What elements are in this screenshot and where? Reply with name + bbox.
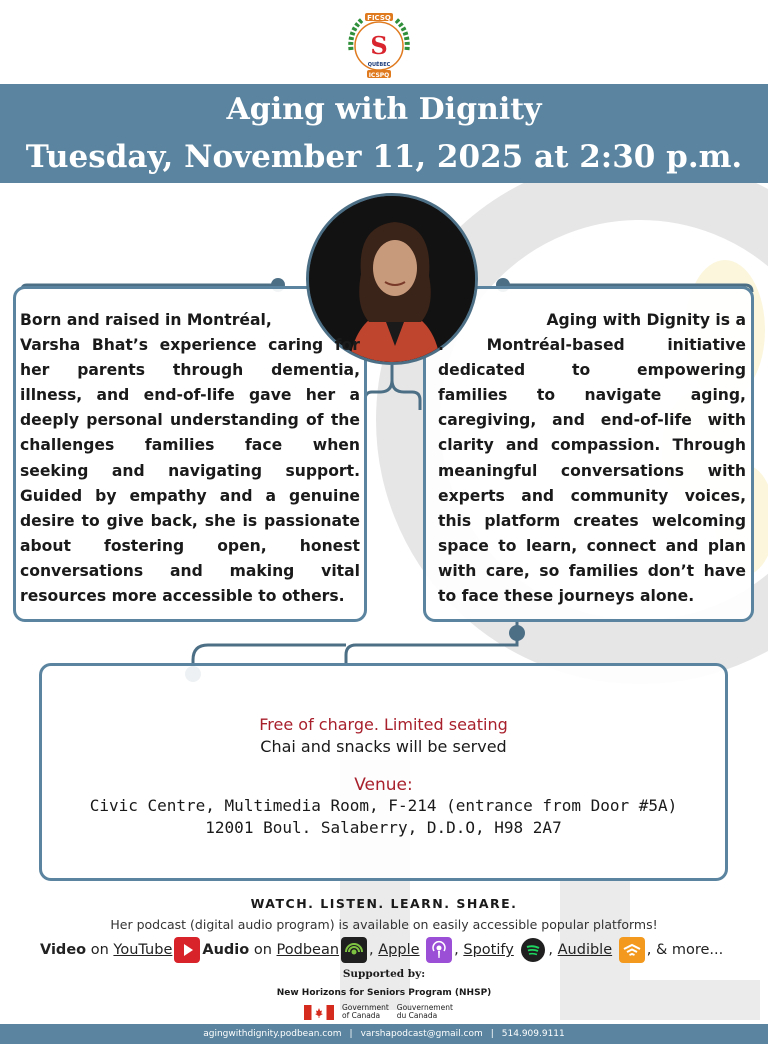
on-text: on xyxy=(249,942,277,958)
more-platforms: , & more... xyxy=(646,942,724,958)
apple-podcasts-icon[interactable] xyxy=(426,937,452,963)
bio-line: Born and raised in Montréal, xyxy=(20,311,272,329)
svg-text:QUÉBEC: QUÉBEC xyxy=(367,62,391,68)
supported-by-label: Supported by: xyxy=(342,968,426,980)
bio-line: her parents through dementia, xyxy=(20,361,360,380)
bio-line: illness, and end-of-life gave her a xyxy=(20,386,360,405)
youtube-icon[interactable] xyxy=(174,937,200,963)
podbean-icon[interactable] xyxy=(341,937,367,963)
event-info-box xyxy=(39,663,728,881)
bio-line: Varsha Bhat’s experience caring for xyxy=(20,336,360,355)
bio-line: Guided by empathy and a genuine xyxy=(20,486,360,505)
tagline: WATCH. LISTEN. LEARN. SHARE. xyxy=(250,896,518,911)
audible-icon[interactable] xyxy=(619,937,645,963)
footer-email[interactable]: varshapodcast@gmail.com xyxy=(360,1029,483,1039)
bio-line: seeking and navigating support. xyxy=(20,461,360,480)
venue-label: Venue: xyxy=(354,775,413,795)
footer-phone[interactable]: 514.909.9111 xyxy=(501,1029,565,1039)
bio-line: resources more accessible to others. xyxy=(20,587,345,606)
spotify-link[interactable]: Spotify xyxy=(463,942,514,958)
initiative-line: to face these journeys alone. xyxy=(438,587,695,606)
initiative-line: clarity and compassion. Through xyxy=(438,436,746,455)
bio-paragraph xyxy=(20,308,360,609)
initiative-line: space to learn, connect and plan xyxy=(438,536,746,555)
initiative-line: dedicated to empowering xyxy=(438,361,746,380)
event-title: Aging with Dignity xyxy=(226,92,542,127)
initiative-line: caregiving, and end-of-life with xyxy=(438,411,746,430)
government-of-canada-signature xyxy=(304,1002,453,1022)
initiative-line: this platform creates welcoming xyxy=(438,511,746,530)
svg-text:FICSQ: FICSQ xyxy=(367,14,391,22)
initiative-line: experts and community voices, xyxy=(438,486,746,505)
footer-website[interactable]: agingwithdignity.podbean.com xyxy=(203,1029,342,1039)
ficsq-logo xyxy=(343,10,415,82)
bio-line: desire to give back, she is passionate xyxy=(20,511,360,530)
separator-comma: , xyxy=(548,942,558,958)
initiative-line: . Montréal-based initiative xyxy=(438,336,746,355)
footer-contact-bar: agingwithdignity.podbean.com | varshapodcast@gmail.com | 514.909.9111 xyxy=(0,1024,768,1044)
bio-line: deeply personal understanding of the xyxy=(20,411,360,430)
nhsp-program: New Horizons for Seniors Program (NHSP) xyxy=(276,988,492,998)
venue-line-2: 12001 Boul. Salaberry, D.D.O, H98 2A7 xyxy=(205,818,562,837)
initiative-line: with care, so families don’t have xyxy=(438,561,746,580)
initiative-line: families to navigate aging, xyxy=(438,386,746,405)
audio-label: Audio xyxy=(202,942,250,958)
initiative-paragraph xyxy=(438,308,746,609)
platform-links xyxy=(40,936,723,964)
svg-text:ICSPQ: ICSPQ xyxy=(368,72,390,79)
podbean-link[interactable]: Podbean xyxy=(276,942,340,958)
spotify-icon[interactable] xyxy=(520,937,546,963)
svg-text:S: S xyxy=(370,31,388,60)
bio-line: about fostering open, honest xyxy=(20,536,360,555)
event-date: Tuesday, November 11, 2025 at 2:30 p.m. xyxy=(25,139,743,175)
audible-link[interactable]: Audible xyxy=(557,942,613,958)
canada-flag-icon xyxy=(304,1005,334,1020)
government-english: Government of Canada xyxy=(342,1002,389,1020)
separator-comma: , xyxy=(369,942,379,958)
separator-comma: , xyxy=(454,942,464,958)
free-seating-note: Free of charge. Limited seating xyxy=(259,715,508,734)
initiative-line: meaningful conversations with xyxy=(438,461,746,480)
bio-line: challenges families face when xyxy=(20,436,360,455)
youtube-link[interactable]: YouTube xyxy=(113,942,173,958)
refreshments-note: Chai and snacks will be served xyxy=(260,737,507,756)
apple-link[interactable]: Apple xyxy=(378,942,420,958)
venue-line-1: Civic Centre, Multimedia Room, F-214 (entrance from Door #5A) xyxy=(89,796,678,815)
bio-line: conversations and making vital xyxy=(20,561,360,580)
government-french: Gouvernement du Canada xyxy=(396,1002,453,1020)
on-text: on xyxy=(86,942,114,958)
podcast-availability: Her podcast (digital audio program) is available on easily accessible popular platforms! xyxy=(110,917,658,932)
title-banner xyxy=(0,84,768,183)
initiative-line: Aging with Dignity is a xyxy=(546,311,746,329)
video-label: Video xyxy=(40,942,87,958)
